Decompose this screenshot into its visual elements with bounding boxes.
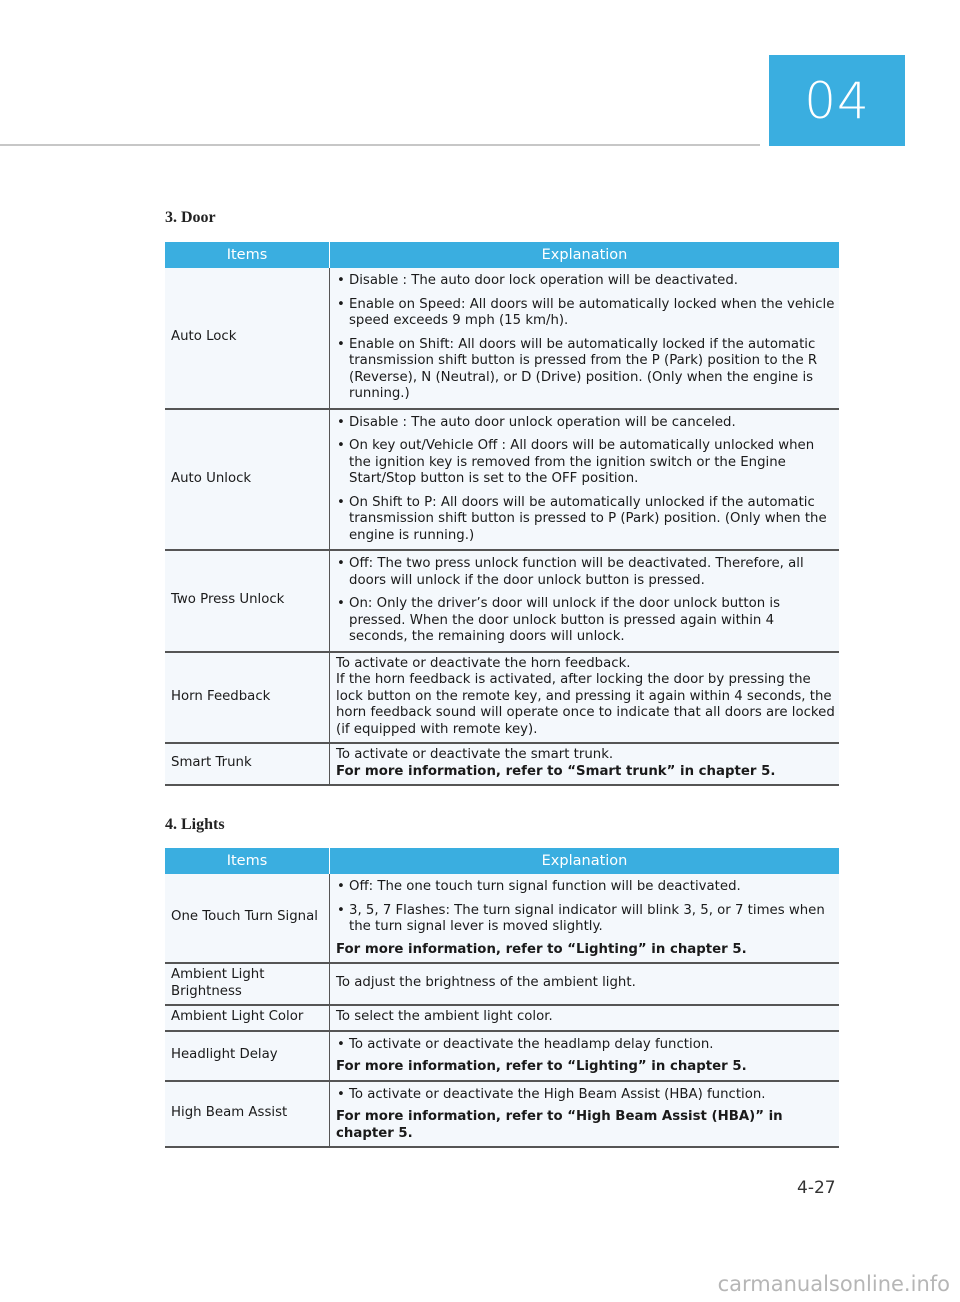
table-row bbox=[165, 1031, 839, 1081]
explanation-auto-lock bbox=[330, 268, 840, 409]
reference-note: For more information, refer to “High Beam Assist (HBA)” in chapter 5. bbox=[336, 1109, 783, 1141]
explanation-headlight-delay bbox=[330, 1031, 840, 1081]
list-item: • Off: The one touch turn signal function will be deactivated. bbox=[336, 879, 835, 896]
item-two-press-unlock: Two Press Unlock bbox=[165, 550, 330, 652]
item-horn-feedback: Horn Feedback bbox=[165, 652, 330, 744]
list-item: • Enable on Shift: All doors will be automatically locked if the automatic transmission shift button is pressed from the P (Park) position to the R (Reverse), N (Neutral), or D (Drive) position. (Only when the engine is running.) bbox=[336, 337, 835, 403]
list-item: • Disable : The auto door lock operation will be deactivated. bbox=[336, 273, 835, 290]
header-rule bbox=[0, 144, 760, 146]
reference-note: For more information, refer to “Lighting” in chapter 5. bbox=[336, 941, 747, 957]
item-one-touch-turn-signal: One Touch Turn Signal bbox=[165, 874, 330, 963]
list-item: • Enable on Speed: All doors will be automatically locked when the vehicle speed exceeds 9 mph (15 km/h). bbox=[336, 297, 835, 330]
explanation-ambient-light-brightness bbox=[330, 963, 840, 1005]
watermark: carmanualsonline.info bbox=[717, 1272, 950, 1296]
reference-note: For more information, refer to “Smart trunk” in chapter 5. bbox=[336, 763, 776, 779]
list-item: • Disable : The auto door unlock operation will be canceled. bbox=[336, 415, 835, 432]
explanation-text: To select the ambient light color. bbox=[336, 1009, 553, 1024]
explanation-smart-trunk bbox=[330, 743, 840, 785]
explanation-one-touch-turn-signal bbox=[330, 874, 840, 963]
explanation-two-press-unlock bbox=[330, 550, 840, 652]
explanation-text: To activate or deactivate the smart trunk. bbox=[336, 747, 614, 762]
table-row bbox=[165, 652, 839, 744]
door-section-heading: 3. Door bbox=[165, 209, 216, 226]
table-row bbox=[165, 1081, 839, 1148]
column-header-explanation: Explanation bbox=[330, 848, 840, 874]
explanation-text: To activate or deactivate the horn feedback. bbox=[336, 655, 631, 671]
item-auto-lock: Auto Lock bbox=[165, 268, 330, 409]
item-smart-trunk: Smart Trunk bbox=[165, 743, 330, 785]
table-row bbox=[165, 963, 839, 1005]
list-item: • To activate or deactivate the headlamp delay function. bbox=[336, 1037, 835, 1054]
list-item: • On key out/Vehicle Off : All doors will be automatically unlocked when the ignition key is removed from the ignition switch or the Engine Start/Stop button is set to the OFF position. bbox=[336, 438, 835, 488]
item-headlight-delay: Headlight Delay bbox=[165, 1031, 330, 1081]
door-settings-table bbox=[165, 242, 839, 786]
item-high-beam-assist: High Beam Assist bbox=[165, 1081, 330, 1148]
lights-section-heading: 4. Lights bbox=[165, 816, 225, 833]
item-auto-unlock: Auto Unlock bbox=[165, 409, 330, 551]
table-header-row bbox=[165, 848, 839, 874]
list-item: • On Shift to P: All doors will be automatically unlocked if the automatic transmission shift button is pressed to P (Park) position. (Only when the engine is running.) bbox=[336, 495, 835, 545]
column-header-items: Items bbox=[165, 242, 330, 268]
item-ambient-light-brightness: Ambient Light Brightness bbox=[165, 963, 330, 1005]
reference-note: For more information, refer to “Lighting” in chapter 5. bbox=[336, 1059, 747, 1074]
list-item: • On: Only the driver’s door will unlock if the door unlock button is pressed. When the door unlock button is pressed again within 4 seconds, the remaining doors will unlock. bbox=[336, 596, 835, 646]
chapter-tab: 04 bbox=[769, 55, 905, 146]
explanation-ambient-light-color bbox=[330, 1005, 840, 1031]
list-item: • To activate or deactivate the High Beam Assist (HBA) function. bbox=[336, 1087, 835, 1104]
table-row bbox=[165, 409, 839, 551]
lights-settings-table bbox=[165, 848, 839, 1148]
table-row bbox=[165, 268, 839, 409]
explanation-horn-feedback bbox=[330, 652, 840, 744]
explanation-auto-unlock bbox=[330, 409, 840, 551]
table-row bbox=[165, 874, 839, 963]
item-ambient-light-color: Ambient Light Color bbox=[165, 1005, 330, 1031]
table-row bbox=[165, 743, 839, 785]
table-row bbox=[165, 550, 839, 652]
explanation-high-beam-assist bbox=[330, 1081, 840, 1148]
table-header-row bbox=[165, 242, 839, 268]
explanation-text: If the horn feedback is activated, after locking the door by pressing the lock button on the remote key, and pressing it again within 4 seconds, the horn feedback sound will operate once to indicate that all doors are locked (if equipped with remote key). bbox=[336, 672, 835, 737]
explanation-text: To adjust the brightness of the ambient light. bbox=[336, 975, 636, 991]
list-item: • Off: The two press unlock function will be deactivated. Therefore, all doors will unlock if the door unlock button is pressed. bbox=[336, 556, 835, 589]
column-header-explanation: Explanation bbox=[330, 242, 840, 268]
page-number: 4-27 bbox=[797, 1178, 836, 1198]
list-item: • 3, 5, 7 Flashes: The turn signal indicator will blink 3, 5, or 7 times when the turn signal lever is moved slightly. bbox=[336, 903, 835, 936]
column-header-items: Items bbox=[165, 848, 330, 874]
table-row bbox=[165, 1005, 839, 1031]
